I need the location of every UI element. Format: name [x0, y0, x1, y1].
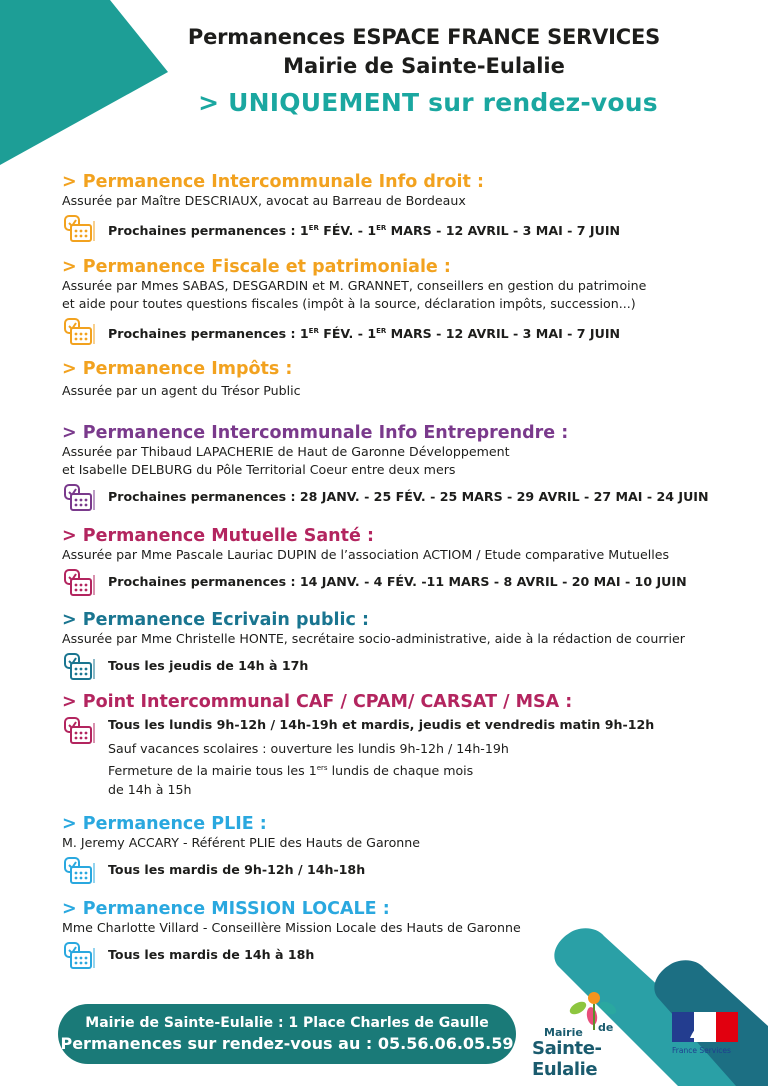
- schedule-text: Tous les lundis 9h-12h / 14h-19h et mardis, jeudis et vendredis matin 9h-12h: [108, 717, 655, 732]
- section-text: Assurée par Maître DESCRIAUX, avocat au Barreau de Bordeaux: [62, 193, 466, 208]
- section-text: et Isabelle DELBURG du Pôle Territorial Coeur entre deux mers: [62, 462, 456, 477]
- schedule-row: [62, 213, 752, 243]
- logo-text: Mairie: [544, 1026, 583, 1039]
- section-text: M. Jeremy ACCARY - Référent PLIE des Hauts de Garonne: [62, 835, 420, 850]
- section-fiscale: [62, 257, 752, 346]
- contact-banner: [58, 1004, 516, 1064]
- schedule-row: [62, 316, 752, 346]
- note-line: Sauf vacances scolaires : ouverture les lundis 9h-12h / 14h-19h: [108, 741, 509, 756]
- calendar-icon: [62, 651, 96, 681]
- section-mutuelle: [62, 526, 752, 597]
- schedule-row: [62, 651, 752, 681]
- section-text: Assurée par Mme Pascale Lauriac DUPIN de l’association ACTIOM / Etude comparative Mutuelles: [62, 547, 670, 562]
- calendar-icon: [62, 715, 96, 745]
- section-info-droit: [62, 172, 752, 243]
- mairie-logo: [530, 990, 660, 1080]
- section-text: et aide pour toutes questions fiscales (impôt à la source, déclaration impôts, succession...): [62, 296, 636, 311]
- appointment-notice: > UNIQUEMENT sur rendez-vous: [198, 88, 658, 117]
- marianne-flag-icon: [670, 1012, 740, 1044]
- schedule-text: Prochaines permanences : 14 JANV. - 4 FÉV. -11 MARS - 8 AVRIL - 20 MAI - 10 JUIN: [108, 574, 687, 589]
- calendar-icon: [62, 855, 96, 885]
- schedule-notes: [108, 739, 509, 800]
- section-text: Assurée par Mme Christelle HONTE, secrétaire socio-administrative, aide à la rédaction de courrier: [62, 631, 685, 646]
- schedule-text: Tous les jeudis de 14h à 17h: [108, 658, 309, 673]
- schedule-text: Prochaines permanences : 28 JANV. - 25 FÉV. - 25 MARS - 29 AVRIL - 27 MAI - 24 JUIN: [108, 489, 709, 504]
- calendar-icon: [62, 316, 96, 346]
- section-point-caf: [62, 692, 752, 815]
- schedule-text: Tous les mardis de 9h-12h / 14h-18h: [108, 862, 366, 877]
- phone-text: Permanences sur rendez-vous au : 05.56.06.05.59: [60, 1034, 514, 1053]
- section-info-entreprendre: [62, 423, 752, 512]
- logo-text: Sainte-Eulalie: [532, 1038, 602, 1080]
- schedule-text: Prochaines permanences : 1ER FÉV. - 1ER MARS - 12 AVRIL - 3 MAI - 7 JUIN: [108, 223, 621, 239]
- note-line: de 14h à 15h: [108, 782, 192, 798]
- schedule-row: [62, 715, 752, 815]
- section-title: > Permanence Impôts :: [62, 359, 293, 379]
- france-services-logo: [670, 1012, 744, 1062]
- section-title: > Permanence MISSION LOCALE :: [62, 899, 390, 919]
- address-text: Mairie de Sainte-Eulalie : 1 Place Charles de Gaulle: [85, 1015, 489, 1031]
- logo-text: de: [598, 1021, 614, 1034]
- section-impots: [62, 359, 752, 400]
- schedule-row: [62, 940, 752, 970]
- section-title: > Permanence Mutuelle Santé :: [62, 526, 374, 546]
- schedule-text: Tous les mardis de 14h à 18h: [108, 947, 315, 962]
- calendar-icon: [62, 567, 96, 597]
- note-line: Fermeture de la mairie tous les 1ers lundis de chaque mois: [108, 762, 474, 778]
- schedule-row: [62, 567, 752, 597]
- section-text: Assurée par un agent du Trésor Public: [62, 383, 301, 398]
- calendar-icon: [62, 940, 96, 970]
- logo-text: France Services: [672, 1046, 731, 1055]
- section-title: > Point Intercommunal CAF / CPAM/ CARSAT / MSA :: [62, 692, 573, 712]
- schedule-row: [62, 855, 752, 885]
- page-subtitle: Mairie de Sainte-Eulalie: [283, 54, 565, 78]
- section-plie: [62, 814, 752, 885]
- schedule-row: [62, 482, 752, 512]
- section-title: > Permanence Fiscale et patrimoniale :: [62, 257, 451, 277]
- section-title: > Permanence Intercommunale Info Entreprendre :: [62, 423, 569, 443]
- section-text: Mme Charlotte Villard - Conseillère Mission Locale des Hauts de Garonne: [62, 920, 521, 935]
- section-title: > Permanence PLIE :: [62, 814, 267, 834]
- calendar-icon: [62, 482, 96, 512]
- section-text: Assurée par Mmes SABAS, DESGARDIN et M. GRANNET, conseillers en gestion du patrimoine: [62, 278, 647, 293]
- section-mission-locale: [62, 899, 752, 970]
- section-text: Assurée par Thibaud LAPACHERIE de Haut de Garonne Développement: [62, 444, 510, 459]
- schedule-text: Prochaines permanences : 1ER FÉV. - 1ER MARS - 12 AVRIL - 3 MAI - 7 JUIN: [108, 326, 621, 342]
- page-title: Permanences ESPACE FRANCE SERVICES: [187, 25, 661, 49]
- section-title: > Permanence Ecrivain public :: [62, 610, 369, 630]
- section-ecrivain: [62, 610, 752, 681]
- header: [0, 22, 768, 122]
- section-title: > Permanence Intercommunale Info droit :: [62, 172, 484, 192]
- calendar-icon: [62, 213, 96, 243]
